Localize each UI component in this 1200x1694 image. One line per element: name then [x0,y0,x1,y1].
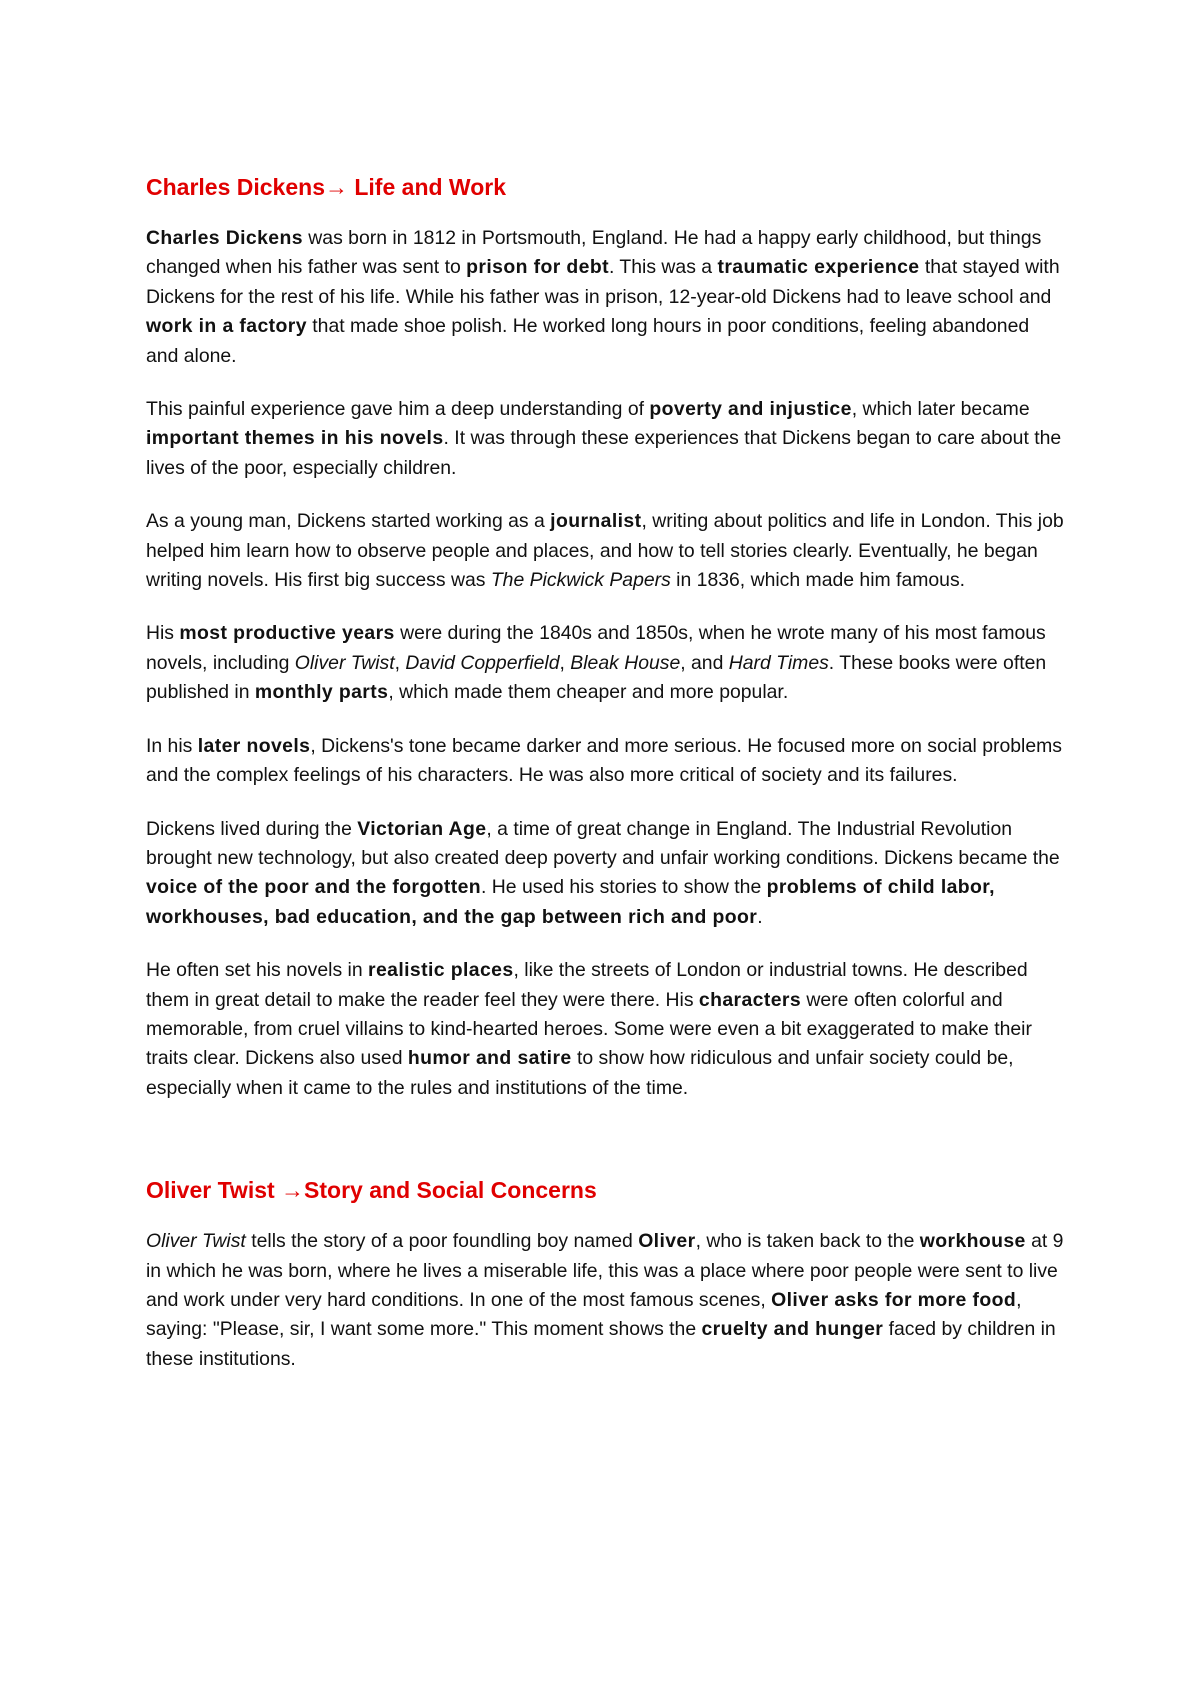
bold-text-run: realistic places [368,959,514,982]
text-run: that made shoe polish. He worked long hours in poor conditions, feeling abandoned and alone. [146,315,1030,367]
text-run: at 9 in which he was born, where he lives a miserable life, this was a place where poor people were sent to live and work under very hard conditions. In one of the most famous scenes, [146,1230,1064,1311]
text-run: His [146,622,180,645]
bold-text-run: Charles Dickens [146,227,303,249]
bold-text-run: later novels [197,734,311,757]
text-run: , [559,651,571,674]
text-run: were during the 1840s and 1850s, when he wrote many of his most famous novels, including [146,622,1046,674]
paragraph-later-novels [146,732,1066,791]
text-run: , writing about politics and life in London. This job helped him learn how to observe people and places, and how to tell stories clearly. Eventually, he began writing novels. His first big success was [146,510,1064,592]
paragraph-early-life [146,224,1066,371]
bold-text-run: work in a factory [146,315,307,338]
paragraph-productive-years [146,619,1066,707]
text-run: . He used his stories to show the [481,876,767,899]
text-run: . [757,905,763,928]
text-run: He often set his novels in [146,959,369,982]
italic-text-run: Oliver Twist [294,651,395,674]
text-run: , [394,651,406,674]
section-spacer [146,1103,1066,1173]
text-run: , a time of great change in England. The Industrial Revolution brought new technology, but also created deep poverty and unfair working conditions. Dickens became the [146,817,1060,869]
text-run: . It was through these experiences that Dickens began to care about the lives of the poor, especially children. [146,427,1062,479]
bold-text-run: most productive years [179,622,395,645]
text-run: , who is taken back to the [695,1230,920,1253]
text-run: were often colorful and memorable, from cruel villains to kind-hearted heroes. Some were even a bit exaggerated to make their traits clear. Dickens also used [146,988,1032,1070]
italic-text-run: The Pickwick Papers [490,569,671,592]
text-run: Dickens lived during the [146,817,358,840]
bold-text-run: humor and satire [407,1047,572,1070]
bold-text-run: journalist [550,510,642,533]
text-run: , Dickens's tone became darker and more serious. He focused more on social problems and the complex feelings of his characters. He was also more critical of society and its failures. [146,734,1062,787]
text-run: This painful experience gave him a deep understanding of [146,398,650,421]
text-run: In his [146,734,198,757]
italic-text-run: Hard Times [728,651,829,674]
text-run: As a young man, Dickens started working as a [146,510,551,533]
text-run: in 1836, which made him famous. [670,569,966,592]
italic-text-run: Oliver Twist [146,1230,246,1253]
paragraph-realistic-places [146,956,1066,1103]
bold-text-run: poverty and injustice [649,398,852,421]
bold-text-run: traumatic experience [717,256,920,279]
text-run: , like the streets of London or industrial towns. He described them in great detail to make the reader feel they were there. His [146,959,1028,1011]
text-run: to show how ridiculous and unfair society could be, especially when it came to the rules and institutions of the time. [146,1047,1014,1099]
paragraph-journalist [146,507,1066,595]
bold-text-run: characters [698,988,802,1011]
paragraph-oliver-story [146,1227,1066,1374]
bold-text-run: workhouse [919,1230,1026,1253]
text-run: , saying: "Please, sir, I want some more." This moment shows the [146,1288,1022,1341]
italic-text-run: David Copperfield [405,651,560,674]
bold-text-run: voice of the poor and the forgotten [146,876,482,899]
bold-text-run: problems of child labor, workhouses, bad education, and the gap between rich and poor [146,876,995,928]
text-run: that stayed with Dickens for the rest of his life. While his father was in prison, 12-year-old Dickens had to leave school and [146,256,1060,308]
text-run: faced by children in these institutions. [146,1318,1056,1370]
text-run: , and [680,651,729,674]
text-run: was born in 1812 in Portsmouth, England. He had a happy early childhood, but things changed when his father was sent to [146,227,1042,279]
paragraph-poverty-themes [146,395,1066,483]
document-content [146,170,1066,1374]
text-run: . These books were often published in [146,651,1047,704]
bold-text-run: monthly parts [254,681,389,704]
text-run: , which made them cheaper and more popular. [388,681,789,704]
text-run: tells the story of a poor foundling boy named [245,1230,639,1253]
bold-text-run: Oliver [638,1230,696,1253]
section-heading-dickens-life: Charles Dickens→ Life and Work [146,174,507,200]
italic-text-run: Bleak House [570,651,681,674]
bold-text-run: cruelty and hunger [701,1318,884,1341]
text-run: , which later became [851,398,1030,421]
bold-text-run: prison for debt [466,256,609,279]
bold-text-run: Oliver asks for more food [771,1288,1017,1311]
section-heading-oliver-twist: Oliver Twist →Story and Social Concerns [146,1177,597,1204]
bold-text-run: Victorian Age [357,817,487,840]
bold-text-run: important themes in his novels [146,427,444,450]
text-run: . This was a [608,256,718,279]
paragraph-victorian-age [146,815,1066,933]
